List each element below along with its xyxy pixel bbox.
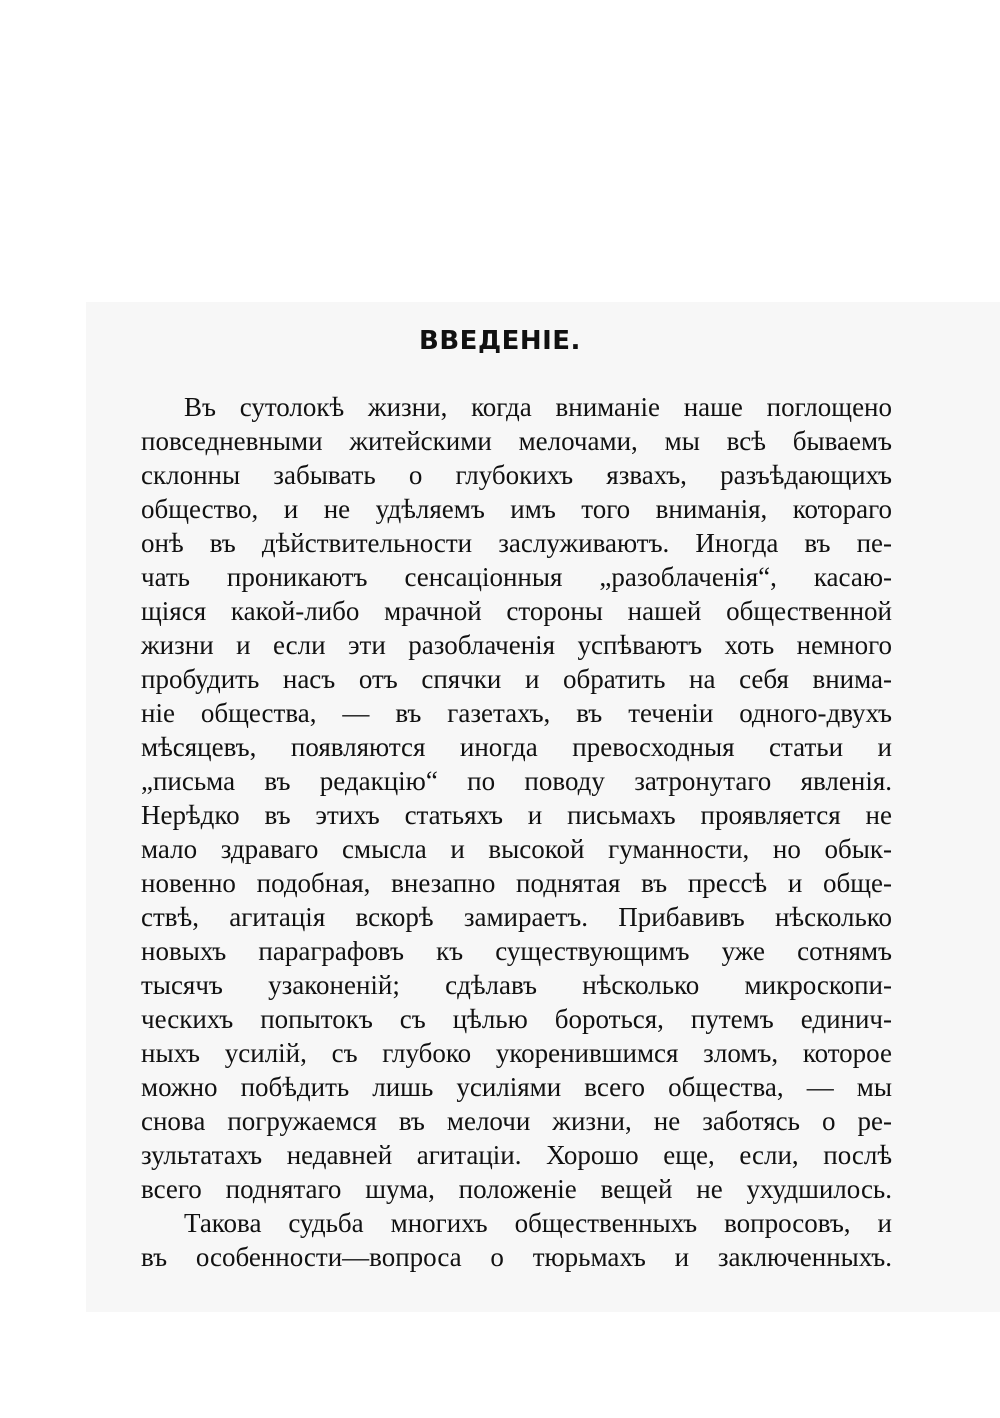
text-line: жизни и если эти разоблаченія успѣваютъ хоть немного [141, 630, 892, 660]
text-line: снова погружаемся въ мелочи жизни, не заботясь о ре- [141, 1106, 892, 1136]
page-title: ВВЕДЕНІЕ. [419, 326, 581, 356]
text-line: новенно подобная, внезапно поднятая въ прессѣ и обще- [141, 868, 892, 898]
text-line: Нерѣдко въ этихъ статьяхъ и письмахъ проявляется не [141, 800, 892, 830]
text-line: ныхъ усилій, съ глубоко укоренившимся зломъ, которое [141, 1038, 892, 1068]
text-line: можно побѣдить лишь усиліями всего общества, — мы [141, 1072, 892, 1102]
text-line: „письма въ редакцію“ по поводу затронутаго явленія. [141, 766, 892, 796]
text-line: тысячъ узаконеній; сдѣлавъ нѣсколько микроскопи- [141, 970, 892, 1000]
text-line: общество, и не удѣляемъ имъ того вниманія, котораго [141, 494, 892, 524]
text-line: ческихъ попытокъ съ цѣлью бороться, путемъ единич- [141, 1004, 892, 1034]
text-line: Такова судьба многихъ общественныхъ вопросовъ, и [184, 1208, 892, 1238]
text-line: ніе общества, — въ газетахъ, въ теченіи одного-двухъ [141, 698, 892, 728]
text-line: повседневными житейскими мелочами, мы всѣ бываемъ [141, 426, 892, 456]
text-line: всего поднятаго шума, положеніе вещей не ухудшилось. [141, 1174, 892, 1204]
text-line: Въ сутолокѣ жизни, когда вниманіе наше поглощено [184, 392, 892, 422]
text-line: онѣ въ дѣйствительности заслуживаютъ. Иногда въ пе- [141, 528, 892, 558]
text-line: мало здраваго смысла и высокой гуманности, но обык- [141, 834, 892, 864]
text-line: мѣсяцевъ, появляются иногда превосходныя статьи и [141, 732, 892, 762]
text-line: зультатахъ недавней агитаціи. Хорошо еще, если, послѣ [141, 1140, 892, 1170]
text-line: ствѣ, агитація вскорѣ замираетъ. Прибавивъ нѣсколько [141, 902, 892, 932]
text-line: щіяся какой-либо мрачной стороны нашей общественной [141, 596, 892, 626]
text-line: пробудить насъ отъ спячки и обратить на себя внима- [141, 664, 892, 694]
text-line: склонны забывать о глубокихъ язвахъ, разъѣдающихъ [141, 460, 892, 490]
text-line: въ особенности—вопроса о тюрьмахъ и заключенныхъ. [141, 1242, 892, 1272]
text-line: новыхъ параграфовъ къ существующимъ уже сотнямъ [141, 936, 892, 966]
text-line: чать проникаютъ сенсаціонныя „разоблаченія“, касаю- [141, 562, 892, 592]
